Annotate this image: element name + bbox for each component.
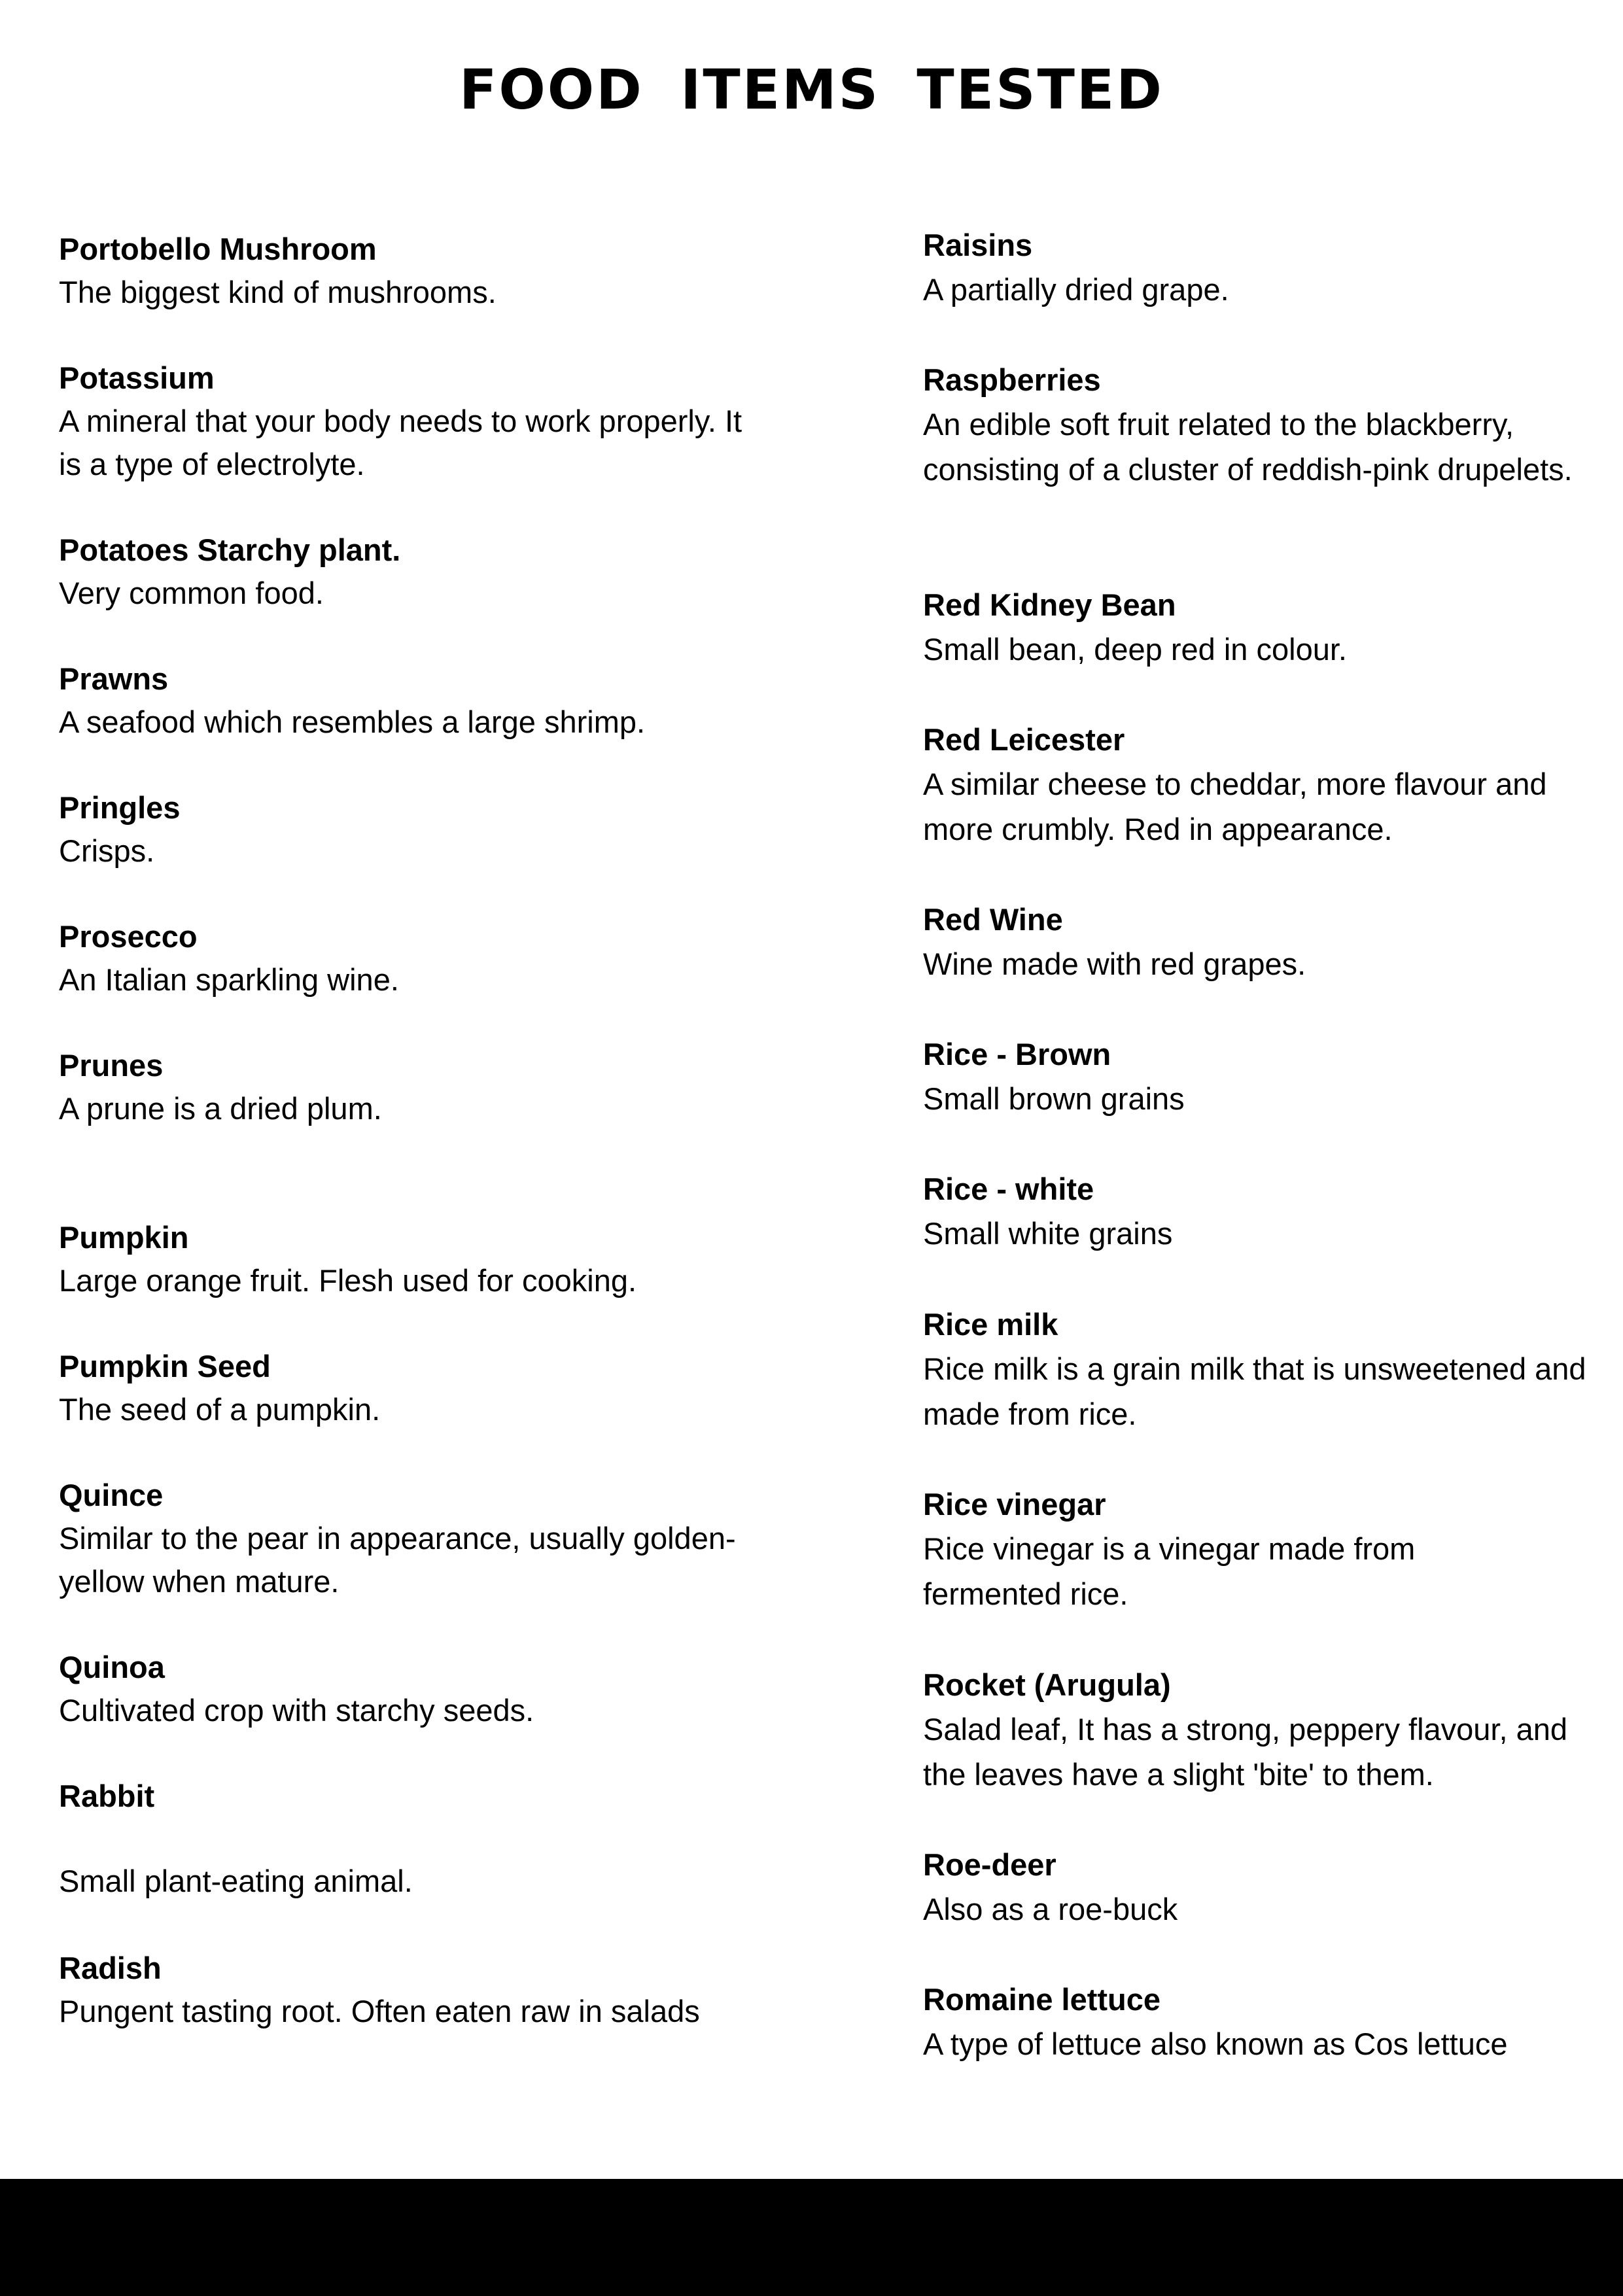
list-item: [923, 358, 1603, 492]
item-description: Small white grains: [923, 1216, 1173, 1251]
item-description: Large orange fruit. Flesh used for cooking.: [59, 1263, 637, 1298]
item-name: Rabbit: [59, 1779, 155, 1813]
item-description: Rice vinegar is a vinegar made from fermented rice.: [923, 1531, 1416, 1611]
item-name: Romaine lettuce: [923, 1982, 1161, 2017]
item-name: Rocket (Arugula): [923, 1667, 1171, 1702]
list-item: [923, 1843, 1603, 1932]
list-item: [59, 529, 818, 615]
page-title: FOOD ITEMS TESTED: [459, 58, 1164, 122]
item-description: Very common food.: [59, 576, 324, 610]
item-name: Potassium: [59, 360, 215, 395]
item-name: Rice milk: [923, 1307, 1058, 1342]
item-name: Rice - white: [923, 1172, 1094, 1206]
item-name: Pumpkin Seed: [59, 1349, 271, 1383]
item-description: Similar to the pear in appearance, usually golden-yellow when mature.: [59, 1521, 736, 1599]
list-item: [59, 786, 818, 873]
item-name: Potatoes Starchy plant.: [59, 532, 401, 567]
list-item: [923, 718, 1603, 852]
item-name: Raspberries: [923, 362, 1101, 397]
list-item: [923, 1303, 1603, 1436]
item-name: Portobello Mushroom: [59, 232, 377, 266]
item-description: Wine made with red grapes.: [923, 947, 1306, 981]
list-item: [59, 228, 818, 314]
list-item: [923, 1168, 1603, 1256]
list-item: [59, 1646, 818, 1732]
list-item: [59, 657, 818, 744]
list-item: [59, 1216, 818, 1302]
item-name: Quinoa: [59, 1650, 165, 1684]
item-description: A prune is a dried plum.: [59, 1091, 382, 1126]
item-description: Crisps.: [59, 833, 155, 868]
list-item: [923, 898, 1603, 986]
list-item: [923, 583, 1603, 672]
item-description: A seafood which resembles a large shrimp.: [59, 704, 646, 739]
footer-bar: [0, 2179, 1623, 2296]
item-description: Small bean, deep red in colour.: [923, 632, 1347, 667]
item-name: Pringles: [59, 790, 181, 825]
item-description: The seed of a pumpkin.: [59, 1392, 381, 1427]
item-description: Rice milk is a grain milk that is unsweetened and made from rice.: [923, 1351, 1586, 1431]
item-description: A similar cheese to cheddar, more flavour and more crumbly. Red in appearance.: [923, 767, 1547, 846]
list-item: [923, 1663, 1603, 1797]
item-description: Small brown grains: [923, 1081, 1185, 1116]
item-name: Red Leicester: [923, 722, 1125, 757]
item-description: A partially dried grape.: [923, 272, 1229, 307]
list-item: [59, 1044, 818, 1130]
list-item: [923, 1483, 1603, 1616]
item-description: Small plant-eating animal.: [59, 1864, 413, 1898]
item-description: An edible soft fruit related to the blackberry, consisting of a cluster of reddish-pink drupelets.: [923, 407, 1573, 487]
item-name: Red Wine: [923, 902, 1063, 937]
item-name: Rice vinegar: [923, 1487, 1106, 1522]
list-item: [923, 1033, 1603, 1121]
item-name: Radish: [59, 1951, 162, 1985]
item-description: An Italian sparkling wine.: [59, 962, 399, 997]
item-description: A mineral that your body needs to work properly. It is a type of electrolyte.: [59, 404, 742, 481]
item-description: Salad leaf, It has a strong, peppery flavour, and the leaves have a slight 'bite' to them.: [923, 1712, 1568, 1792]
list-item: [59, 357, 818, 486]
item-name: Prunes: [59, 1048, 164, 1083]
item-name: Prosecco: [59, 919, 198, 954]
item-description: A type of lettuce also known as Cos lettuce: [923, 2026, 1508, 2061]
item-name: Raisins: [923, 228, 1033, 262]
list-item: [59, 1947, 818, 2033]
list-item: [59, 1775, 818, 1903]
item-name: Pumpkin: [59, 1220, 189, 1255]
item-name: Prawns: [59, 661, 169, 696]
item-name: Quince: [59, 1478, 164, 1512]
item-description: Pungent tasting root. Often eaten raw in salads: [59, 1994, 700, 2028]
item-description: The biggest kind of mushrooms.: [59, 275, 497, 309]
list-item: [923, 224, 1603, 312]
item-description: Cultivated crop with starchy seeds.: [59, 1693, 534, 1728]
list-item: [59, 1474, 818, 1603]
list-item: [923, 1978, 1603, 2066]
item-name: Rice - Brown: [923, 1037, 1111, 1071]
list-item: [59, 915, 818, 1001]
item-name: Roe-deer: [923, 1847, 1056, 1882]
item-name: Red Kidney Bean: [923, 587, 1176, 622]
list-item: [59, 1345, 818, 1431]
item-description: Also as a roe-buck: [923, 1892, 1178, 1926]
